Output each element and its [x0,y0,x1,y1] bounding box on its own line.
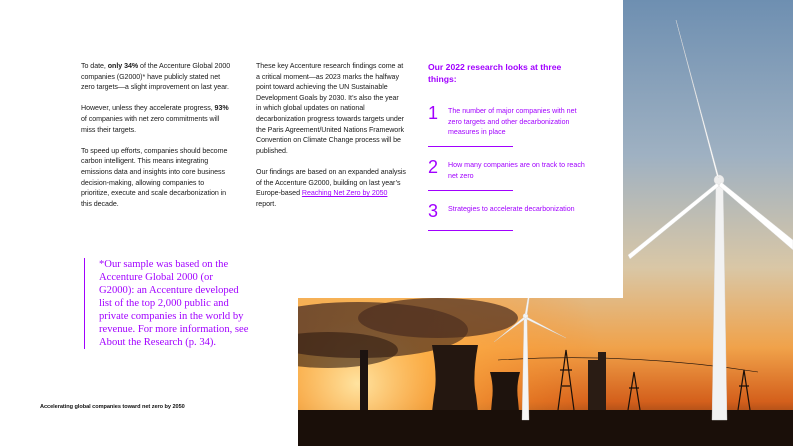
item-text: Strategies to accelerate decarbonization [448,205,575,213]
divider [428,146,513,147]
research-heading: Our 2022 research looks at three things: [428,62,562,84]
context-paragraph-1: These key Accenture research findings come at a critical moment—as 2023 marks the halfway point toward achieving the UN Sustainable Development Goals by 2030. It’s also the year in which global updates on national decarbonization progress towards targets under the Paris Agreement/United Nations Framework Convention on Climate Change process will be published. [256,62,405,155]
intro-paragraph-3: To speed up efforts, companies should become carbon intelligent. This means integrating emissions data and insights into core business decision-making, allowing companies to prioritize, execute and scale decarbonization in this decade. [81,146,228,208]
item-number: 2 [428,157,439,177]
intro-paragraph-1: To date, only 34% of the Accenture Global 2000 companies (G2000)* have publicly stated net zero targets—a slight improvement on last year. [81,62,231,92]
item-number: 3 [428,201,439,221]
item-text: The number of major companies with net zero targets and other decarbonization measures in place [448,107,577,137]
intro-column [81,61,231,220]
page-footer: Accelerating global companies toward net zero by 2050 [40,404,185,410]
item-number: 1 [428,103,439,123]
context-column [256,61,406,220]
report-link[interactable]: Reaching Net Zero by 2050 [301,189,388,198]
divider [428,230,513,231]
divider [428,190,513,191]
intro-paragraph-2: However, unless they accelerate progress, 93% of companies with net zero commitments will miss their targets. [81,104,229,134]
item-text: How many companies are on track to reach net zero [448,161,585,180]
sample-footnote: *Our sample was based on the Accenture Global 2000 (or G2000): an Accenture developed list of the top 2,000 public and private companies in the world by revenue. For more information, see About the Research (p. 34). [84,258,249,349]
context-paragraph-2: Our findings are based on an expanded analysis of the Accenture G2000, building on last year’s Europe-based Reaching Net Zero by 2050 report. [256,167,406,208]
